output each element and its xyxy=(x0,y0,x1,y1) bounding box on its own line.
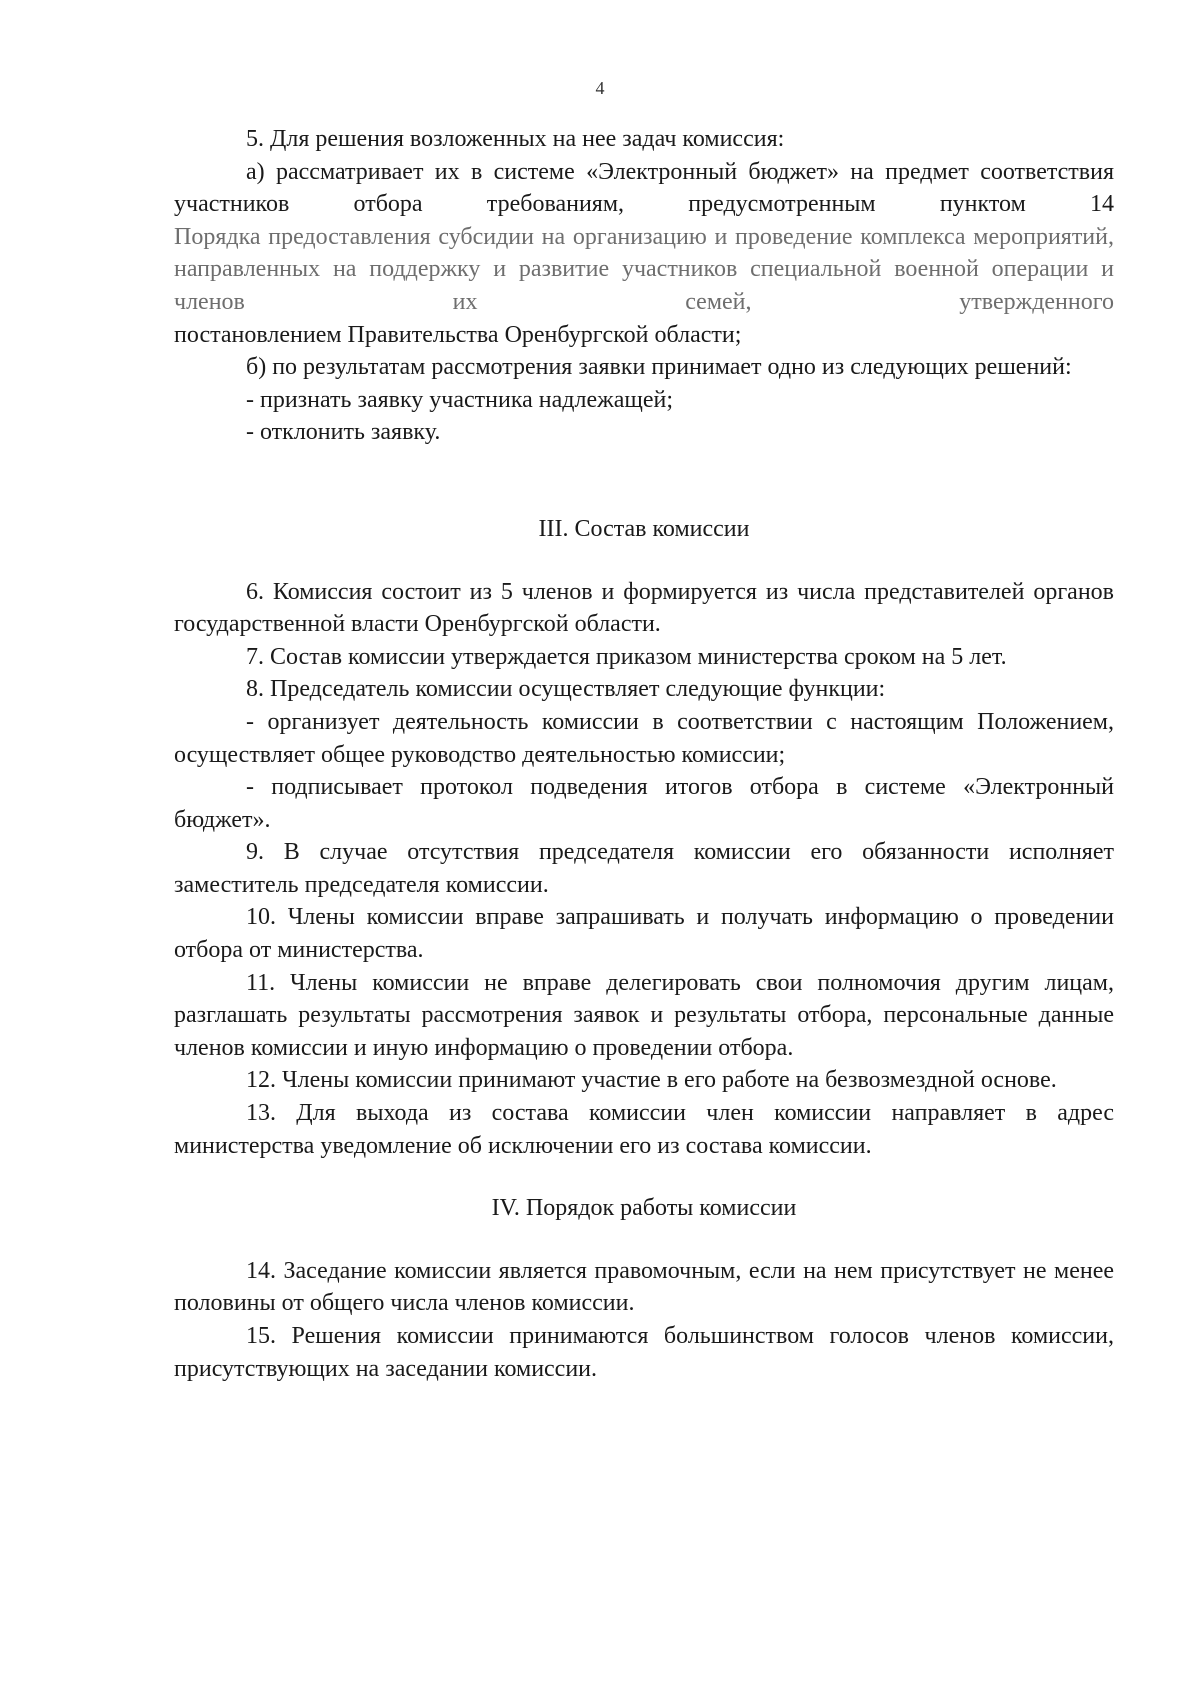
paragraph-14: 14. Заседание комиссии является правомочным, если на нем присутствует не менее половины от общего числа членов комиссии. xyxy=(174,1257,1114,1317)
paragraph-8a: - организует деятельность комиссии в соответствии с настоящим Положением, осуществляет общее руководство деятельностью комиссии; xyxy=(174,708,1114,768)
section-heading-3: III. Состав комиссии xyxy=(538,515,750,542)
paragraph-11: 11. Члены комиссии не вправе делегировать свои полномочия другим лицам, разглашать результаты рассмотрения заявок и результаты отбора, персональные данные членов комиссии и иную информацию о проведении отбора. xyxy=(174,969,1114,1061)
paragraph-8b: - подписывает протокол подведения итогов отбора в системе «Электронный бюджет». xyxy=(174,774,1114,833)
paragraph-7: 7. Состав комиссии утверждается приказом министерства сроком на 5 лет. xyxy=(246,643,1007,670)
paragraph-5a-end: постановлением Правительства Оренбургской области; xyxy=(174,321,742,348)
section-heading-4: IV. Порядок работы комиссии xyxy=(491,1195,797,1222)
paragraph-5b: б) по результатам рассмотрения заявки принимает одно из следующих решений: xyxy=(246,354,1072,381)
paragraph-5a-faded: Порядка предоставления субсидии на организацию и проведение комплекса мероприятий, направленных на поддержку и развитие участников специальной военной операции и членов их семей, утвержденного xyxy=(174,223,1114,315)
spacer xyxy=(174,449,1114,513)
option-reject: - отклонить заявку. xyxy=(246,419,441,446)
document-body xyxy=(174,123,1114,1385)
paragraph-5: 5. Для решения возложенных на нее задач комиссия: xyxy=(246,126,785,152)
spacer xyxy=(174,546,1114,576)
paragraph-6: 6. Комиссия состоит из 5 членов и формируется из числа представителей органов государственной власти Оренбургской области. xyxy=(174,578,1114,638)
paragraph-9: 9. В случае отсутствия председателя комиссии его обязанности исполняет заместитель председателя комиссии. xyxy=(174,839,1114,898)
paragraph-15: 15. Решения комиссии принимаются большинством голосов членов комиссии, присутствующих на заседании комиссии. xyxy=(174,1323,1114,1382)
paragraph-12: 12. Члены комиссии принимают участие в его работе на безвозмездной основе. xyxy=(246,1067,1057,1094)
paragraph-5a-start: а) рассматривает их в системе «Электронный бюджет» на предмет соответствия участников отбора требованиям, предусмотренным пунктом 14 xyxy=(174,158,1114,218)
paragraph-8: 8. Председатель комиссии осуществляет следующие функции: xyxy=(246,676,886,703)
page-number: 4 xyxy=(595,78,605,98)
paragraph-13: 13. Для выхода из состава комиссии член комиссии направляет в адрес министерства уведомление об исключении его из состава комиссии. xyxy=(174,1100,1114,1159)
spacer xyxy=(174,1225,1114,1255)
paragraph-10: 10. Члены комиссии вправе запрашивать и получать информацию о проведении отбора от министерства. xyxy=(174,904,1114,964)
spacer xyxy=(174,1162,1114,1192)
option-accept: - признать заявку участника надлежащей; xyxy=(246,386,674,413)
